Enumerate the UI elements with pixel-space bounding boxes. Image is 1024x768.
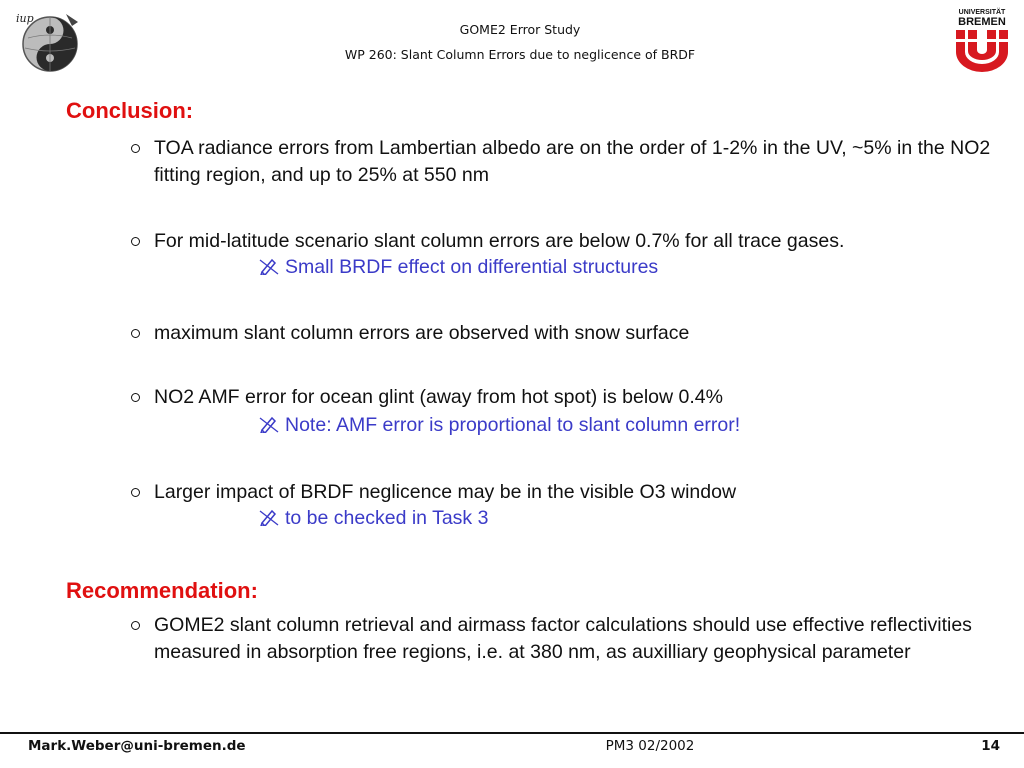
bullet-text: maximum slant column errors are observed with snow surface bbox=[154, 322, 690, 344]
recommendation-heading: Recommendation: bbox=[66, 578, 258, 603]
list-item bbox=[131, 612, 1001, 666]
note-text: Note: AMF error is proportional to slant column error! bbox=[285, 414, 741, 436]
page-number: 14 bbox=[981, 738, 1000, 754]
note-line bbox=[259, 505, 488, 532]
bullet-icon bbox=[131, 621, 140, 630]
svg-text:BREMEN: BREMEN bbox=[958, 16, 1006, 28]
footer-email: Mark.Weber@uni-bremen.de bbox=[28, 738, 246, 754]
bullet-text: GOME2 slant column retrieval and airmass factor calculations should use effective reflectivities measured in absorption free regions, i.e. at 380 nm, as auxilliary geophysical parameter bbox=[154, 614, 972, 663]
note-text: to be checked in Task 3 bbox=[285, 507, 489, 529]
bullet-icon bbox=[131, 393, 140, 402]
footer-date: PM3 02/2002 bbox=[605, 738, 695, 754]
bullet-text: Larger impact of BRDF neglicence may be in the visible O3 window bbox=[154, 481, 737, 503]
bullet-icon bbox=[131, 488, 140, 497]
header-subtitle: WP 260: Slant Column Errors due to neglicence of BRDF bbox=[344, 47, 696, 62]
bullet-text: For mid-latitude scenario slant column errors are below 0.7% for all trace gases. bbox=[154, 230, 845, 252]
bullet-icon bbox=[131, 237, 140, 246]
pen-icon bbox=[259, 414, 279, 432]
note-text: Small BRDF effect on differential structures bbox=[285, 256, 659, 278]
bullet-icon bbox=[131, 144, 140, 153]
list-item bbox=[131, 135, 1001, 189]
note-line bbox=[259, 254, 658, 281]
header-title: GOME2 Error Study bbox=[459, 22, 581, 37]
conclusion-heading: Conclusion: bbox=[66, 98, 194, 123]
list-item bbox=[131, 384, 1001, 411]
pen-icon bbox=[259, 507, 279, 525]
bullet-icon bbox=[131, 329, 140, 338]
bullet-text: TOA radiance errors from Lambertian albedo are on the order of 1-2% in the UV, ~5% in the NO2 fitting region, and up to 25% at 550 nm bbox=[154, 137, 991, 186]
uni-bremen-logo bbox=[950, 6, 1014, 72]
list-item bbox=[131, 228, 1001, 255]
svg-text:iup: iup bbox=[16, 12, 34, 25]
iup-logo bbox=[14, 8, 86, 74]
bullet-text: NO2 AMF error for ocean glint (away from hot spot) is below 0.4% bbox=[154, 386, 723, 408]
note-line bbox=[259, 412, 740, 439]
pen-icon bbox=[259, 256, 279, 274]
svg-text:UNIVERSITÄT: UNIVERSITÄT bbox=[958, 9, 1006, 16]
footer-divider bbox=[0, 732, 1024, 734]
list-item bbox=[131, 479, 1001, 506]
list-item bbox=[131, 320, 1001, 347]
